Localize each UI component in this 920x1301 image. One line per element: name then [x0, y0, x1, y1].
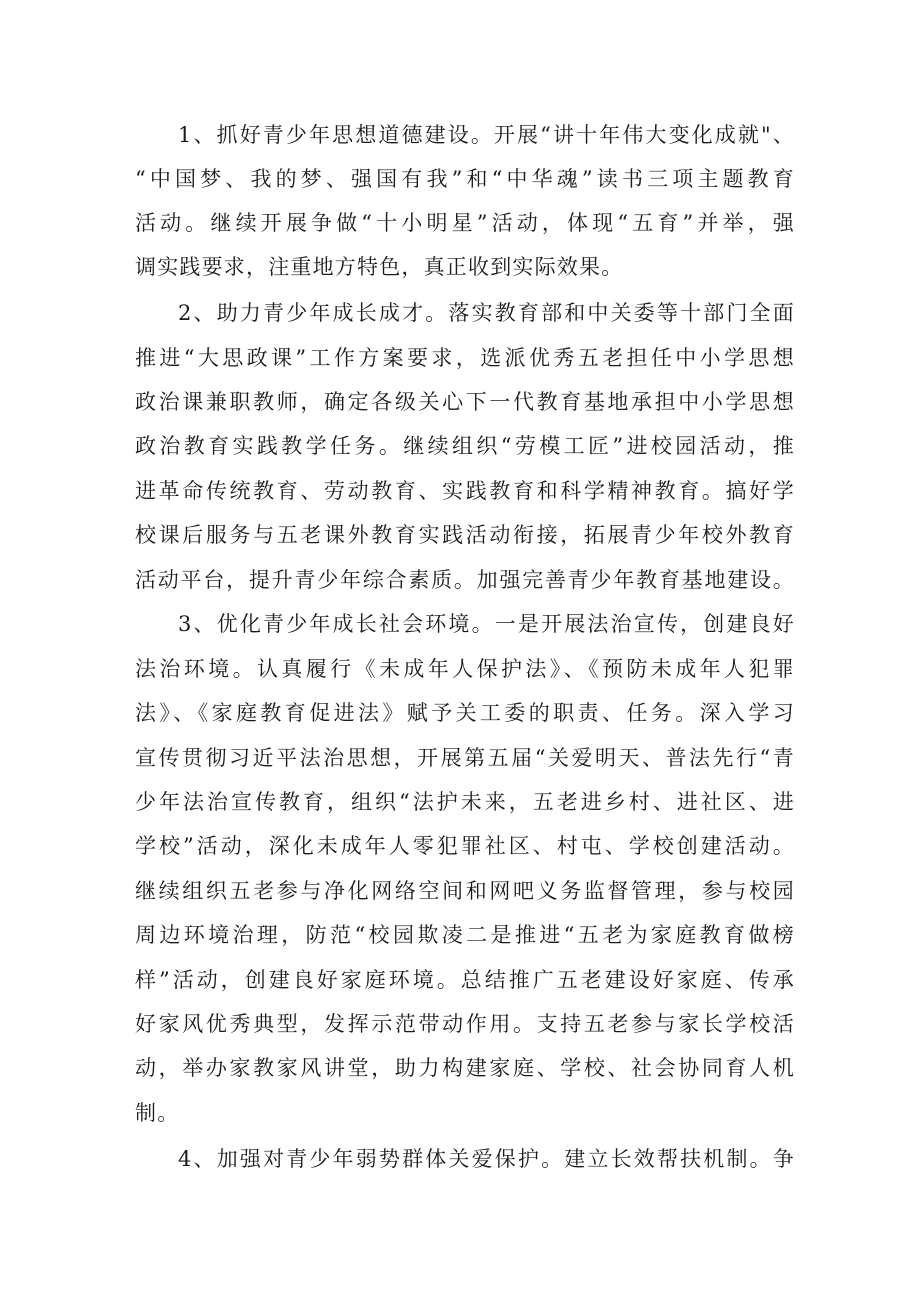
paragraph-line: 政治课兼职教师，确定各级关心下一代教育基地承担中小学思想 [135, 390, 795, 414]
paragraph-line: 政治教育实践教学任务。继续组织“劳模工匠”进校园活动，推 [135, 434, 795, 458]
paragraph-line: 样”活动，创建良好家庭环境。总结推广五老建设好家庭、传承 [135, 968, 795, 992]
paragraph-line: 2、助力青少年成长成才。落实教育部和中关委等十部门全面 [178, 301, 795, 325]
paragraph-line: 活动。继续开展争做“十小明星”活动，体现“五育”并举，强 [135, 211, 795, 235]
paragraph-line: 1、抓好青少年思想道德建设。开展“讲十年伟大变化成就"、 [178, 123, 795, 147]
paragraph-line: 调实践要求，注重地方特色，真正收到实际效果。 [135, 255, 624, 279]
paragraph-line: 少年法治宣传教育，组织“法护未来，五老进乡村、进社区、进 [135, 790, 795, 814]
paragraph-line: 3、优化青少年成长社会环境。一是开展法治宣传，创建良好 [178, 612, 795, 636]
paragraph-line: 动，举办家教家风讲堂，助力构建家庭、学校、社会协同育人机 [135, 1056, 795, 1080]
paragraph-line: 周边环境治理，防范“校园欺凌二是推进“五老为家庭教育做榜 [135, 923, 795, 947]
paragraph-line: 活动平台，提升青少年综合素质。加强完善青少年教育基地建设。 [135, 568, 795, 592]
paragraph-line: 4、加强对青少年弱势群体关爱保护。建立长效帮扶机制。争 [178, 1147, 795, 1171]
paragraph-line: 制。 [135, 1101, 180, 1125]
paragraph-line: 继续组织五老参与净化网络空间和网吧义务监督管理，参与校园 [135, 879, 795, 903]
paragraph-line: 进革命传统教育、劳动教育、实践教育和科学精神教育。搞好学 [135, 479, 795, 503]
paragraph-line: 法》、《家庭教育促进法》赋予关工委的职责、任务。深入学习 [135, 701, 795, 725]
paragraph-line: 学校”活动，深化未成年人零犯罪社区、村屯、学校创建活动。 [135, 834, 795, 858]
paragraph-line: 好家风优秀典型，发挥示范带动作用。支持五老参与家长学校活 [135, 1012, 795, 1036]
paragraph-line: 法治环境。认真履行《未成年人保护法》、《预防未成年人犯罪 [135, 657, 795, 681]
paragraph-line: 宣传贯彻习近平法治思想，开展第五届“关爱明天、普法先行“青 [135, 746, 795, 770]
paragraph-line: 校课后服务与五老课外教育实践活动衔接，拓展青少年校外教育 [135, 523, 795, 547]
paragraph-line: 推进“大思政课”工作方案要求，选派优秀五老担任中小学思想 [135, 346, 795, 370]
paragraph-line: “中国梦、我的梦、强国有我”和“中华魂”读书三项主题教育 [135, 167, 795, 191]
